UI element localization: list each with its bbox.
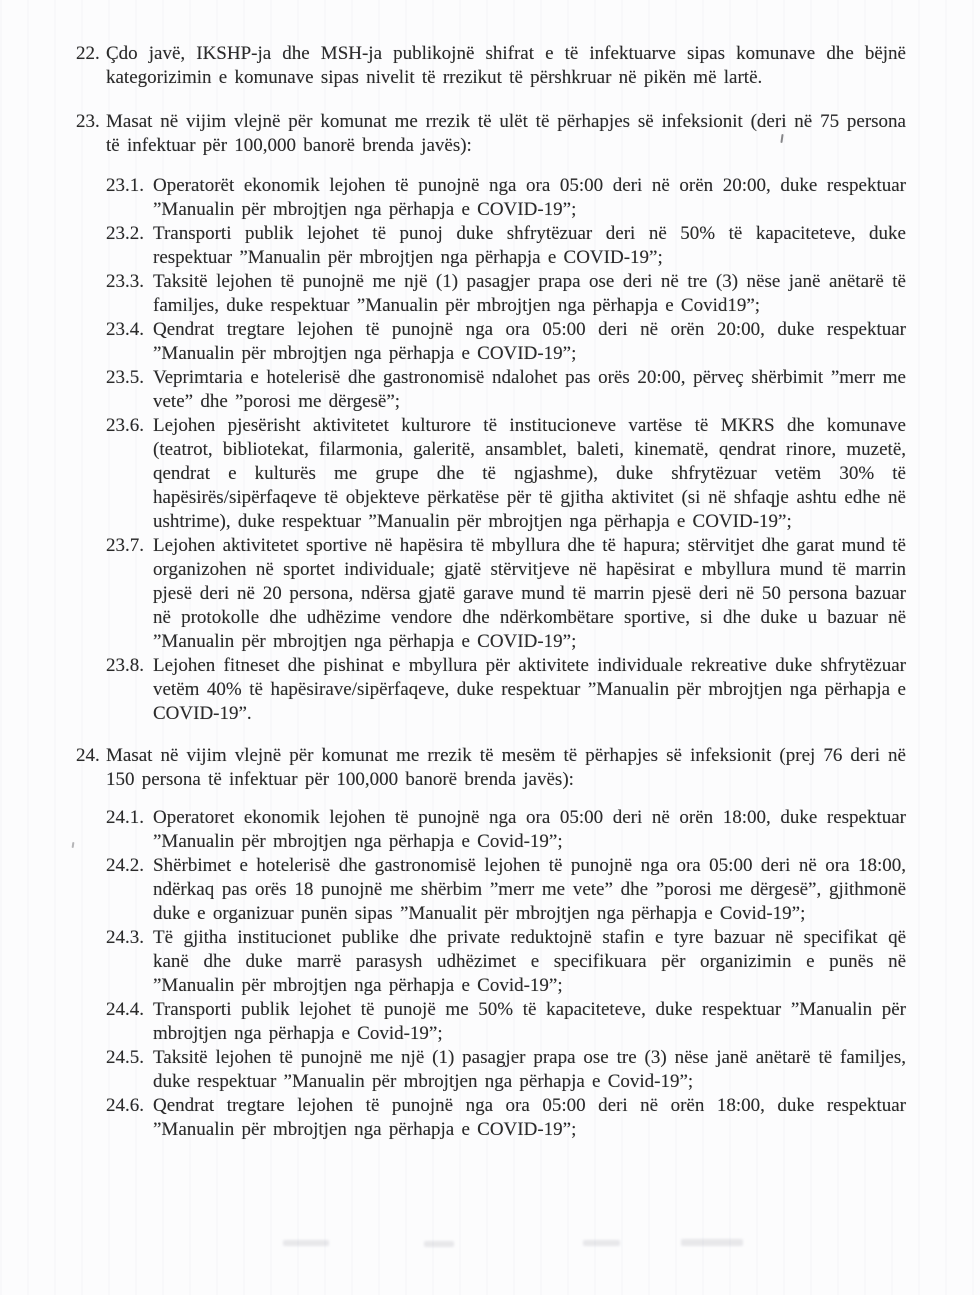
list-item-22 xyxy=(76,42,906,90)
list-item-24-2 xyxy=(106,854,906,926)
item-text: Taksitë lejohen të punojnë me një (1) pasagjer prapa ose deri në tre (3) nëse janë anëtarë të familjes, duke respektuar ”Manualin për mbrojtjen nga përhapja e Covid19”; xyxy=(153,271,906,316)
item-text: Çdo javë, IKSHP-ja dhe MSH-ja publikojnë shifrat e të infektuarve sipas komunave dhe bëjnë kategorizimin e komunave sipas nivelit të rrezikut të përshkruar në pikën më lartë. xyxy=(106,43,906,88)
list-item-23-1 xyxy=(106,174,906,222)
list-item-24-4 xyxy=(106,998,906,1046)
list-item-24-1 xyxy=(106,806,906,854)
scan-artifact xyxy=(583,1240,620,1246)
item-number: 24. xyxy=(76,745,100,766)
list-item-23 xyxy=(76,110,906,158)
list-item-24-3 xyxy=(106,926,906,998)
list-item-24 xyxy=(76,744,906,792)
list-item-24-5 xyxy=(106,1046,906,1094)
list-item-23-2 xyxy=(106,222,906,270)
item-number: 23.6. xyxy=(106,415,144,436)
item-text: Të gjitha institucionet publike dhe private reduktojnë stafin e tyre bazuar në specifikat që kanë dhe duke marrë parasysh udhëzimet e specifikuara për organizimin e punës në ”Manualin për mbrojtjen nga përhapja e Covid-19”; xyxy=(153,927,906,996)
item-text: Qendrat tregtare lejohen të punojnë nga ora 05:00 deri në orën 18:00, duke respektuar ”Manualin për mbrojtjen nga përhapja e COVID-19”; xyxy=(153,1095,906,1140)
item-number: 23. xyxy=(76,111,100,132)
item-number: 23.3. xyxy=(106,271,144,292)
item-number: 23.1. xyxy=(106,175,144,196)
item-text: Masat në vijim vlejnë për komunat me rrezik të mesëm të përhapjes së infeksionit (prej 76 deri në 150 persona të infektuar për 100,000 banorë brenda javës): xyxy=(106,745,906,790)
item-number: 24.3. xyxy=(106,927,144,948)
item-number: 22. xyxy=(76,43,100,64)
item-text: Operatorët ekonomik lejohen të punojnë nga ora 05:00 deri në orën 20:00, duke respektuar ”Manualin për mbrojtjen nga përhapja e COVID-19”; xyxy=(153,175,906,220)
item-text: Qendrat tregtare lejohen të punojnë nga ora 05:00 deri në orën 20:00, duke respektuar ”Manualin për mbrojtjen nga përhapja e COVID-19”; xyxy=(153,319,906,364)
item-text: Lejohen pjesërisht aktivitetet kulturore të institucioneve vartëse të MKRS dhe komunave (teatrot, bibliotekat, filarmonia, galeritë, ansamblet, baleti, kinematë, qendrat rinore, muzetë, qendrat e kulturës me grupe dhe të ngjashme), duke shfrytëzuar vetëm 30% të hapësirës/sipërfaqeve të objekteve përkatëse për të gjitha aktivitet (si në shfaqje ashtu edhe në ushtrime), duke respektuar ”Manualin për mbrojtjen nga përhapja e COVID-19”; xyxy=(153,415,906,532)
item-number: 24.5. xyxy=(106,1047,144,1068)
item-number: 24.6. xyxy=(106,1095,144,1116)
list-item-23-4 xyxy=(106,318,906,366)
sublist-23 xyxy=(106,174,906,726)
list-item-23-6 xyxy=(106,414,906,534)
item-number: 23.8. xyxy=(106,655,144,676)
item-text: Lejohen fitneset dhe pishinat e mbyllura për aktivitete individuale rekreative duke shfrytëzuar vetëm 40% të hapësirave/sipërfaqeve, duke respektuar ”Manualin për mbrojtjen nga përhapja e COVID-19”. xyxy=(153,655,906,724)
item-number: 23.4. xyxy=(106,319,144,340)
item-text: Transporti publik lejohet të punojë me 50% të kapaciteteve, duke respektuar ”Manualin për mbrojtjen nga përhapja e Covid-19”; xyxy=(153,999,906,1044)
item-text: Transporti publik lejohet të punoj duke shfrytëzuar deri në 50% të kapaciteteve, duke respektuar ”Manualin për mbrojtjen nga përhapja e COVID-19”; xyxy=(153,223,906,268)
list-item-23-7 xyxy=(106,534,906,654)
list-item-23-3 xyxy=(106,270,906,318)
item-text: Veprimtaria e hotelerisë dhe gastronomisë ndalohet pas orës 20:00, përveç shërbimit ”merr me vete” dhe ”porosi me dërgesë”; xyxy=(153,367,906,412)
item-number: 24.4. xyxy=(106,999,144,1020)
scan-artifact xyxy=(681,1239,743,1246)
item-text: Shërbimet e hotelerisë dhe gastronomisë lejohen të punojnë nga ora 05:00 deri në ora 18:00, ndërkaq pas orës 18 punojnë me shërbim ”merr me vete” dhe ”porosi me dërgesë”, gjithmonë duke e organizuar punën sipas ”Manualit për mbrojtjen nga përhapja e Covid-19”; xyxy=(153,855,906,924)
scan-artifact xyxy=(424,1241,454,1247)
sublist-24 xyxy=(106,806,906,1142)
item-number: 24.1. xyxy=(106,807,144,828)
item-text: Masat në vijim vlejnë për komunat me rrezik të ulët të përhapjes së infeksionit (deri në 75 persona të infektuar për 100,000 banorë brenda javës): xyxy=(106,111,906,156)
scan-artifact xyxy=(72,842,75,848)
item-number: 23.2. xyxy=(106,223,144,244)
item-number: 23.7. xyxy=(106,535,144,556)
list-item-24-6 xyxy=(106,1094,906,1142)
item-text: Taksitë lejohen të punojnë me një (1) pasagjer prapa ose tre (3) nëse janë anëtarë të familjes, duke respektuar ”Manualin për mbrojtjen nga përhapja e Covid-19”; xyxy=(153,1047,906,1092)
item-number: 24.2. xyxy=(106,855,144,876)
item-number: 23.5. xyxy=(106,367,144,388)
list-item-23-8 xyxy=(106,654,906,726)
list-item-23-5 xyxy=(106,366,906,414)
scan-artifact xyxy=(283,1240,329,1246)
item-text: Operatoret ekonomik lejohen të punojnë nga ora 05:00 deri në orën 18:00, duke respektuar ”Manualin për mbrojtjen nga përhapja e Covid-19”; xyxy=(153,807,906,852)
item-text: Lejohen aktivitetet sportive në hapësira të mbyllura dhe të hapura; stërvitjet dhe garat mund të organizohen në sportet individuale; gjatë stërvitjeve në hapësirat e mbyllura mund të marrin pjesë deri në 20 persona, ndërsa gjatë garave mund të marrin pjesë deri në 50 persona bazuar në protokolle dhe udhëzime vendore dhe ndërkombëtare sportive, si dhe duke u bazuar në ”Manualin për mbrojtjen nga përhapja e COVID-19”; xyxy=(153,535,906,652)
